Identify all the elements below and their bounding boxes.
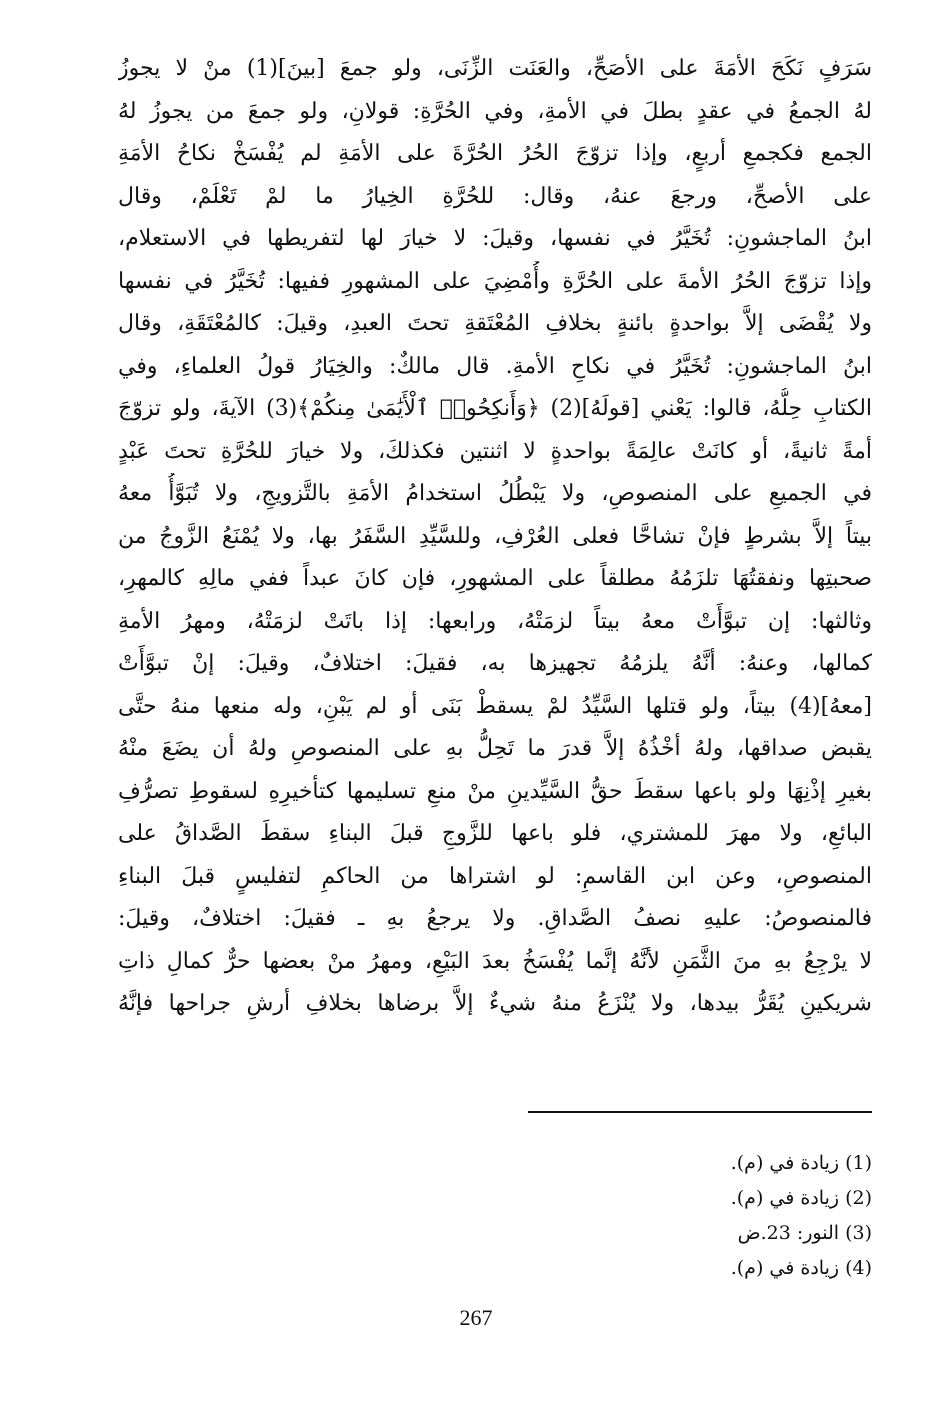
footnote-item: (2) زيادة في (م). <box>730 1187 872 1209</box>
text-line: بغيرِ إذْنِهَا ولو باعها سقطَ حقُّ السَّيِّدينِ منْ منعِ تسليمها كتأخيرِهِ لسقوطِ تصرُّفِ <box>118 778 872 804</box>
footnotes <box>472 1146 872 1286</box>
page-number: 267 <box>459 1305 493 1330</box>
text-line: على الأصحِّ، ورجعَ عنهُ، وقال: للحُرَّةِ الخِيارُ ما لمْ تَعْلَمْ، وقال <box>118 183 872 209</box>
main-text <box>118 48 872 1026</box>
text-line: يقبض صداقها، ولهُ أخْذُهُ إلاَّ قدرَ ما تَحِلُّ بهِ على المنصوصِ ولهُ أن يضَعَ منْهُ <box>118 736 872 761</box>
text-line: الكتابِ حِلُّهُ، قالوا: يَعْني [قولَهُ](2) ﴿وَأَنكِحُوا۟ ٱلْأَيَٰمَىٰ مِنكُمْ﴾(3) الآيةَ، ولو تزوّجَ <box>118 396 872 421</box>
text-line: وإذا تزوّجَ الحُرُ الأمةَ على الحُرَّةِ وأُمْضِيَ على المشهورِ ففيها: تُخَيَّرُ في نفسها <box>118 268 872 294</box>
text-line: لهُ الجمعُ في عقدٍ بطلَ في الأمةِ، وفي الحُرَّةِ: قولانِ، ولو جمعَ من يجوزُ لهُ <box>118 98 872 124</box>
text-line: صحبتِها ونفقتُهَا تلزَمُهُ مطلقاً على المشهورِ، فإن كانَ عبداً ففي مالِهِ كالمهرِ، <box>118 566 872 591</box>
footnote-item: (1) زيادة في (م). <box>730 1152 872 1174</box>
text-line: وثالثها: إن تبوَّأَتْ معهُ بيتاً لزمَتْهُ، ورابعها: إذا باتَتْ لزمَتْهُ، ومهرُ الأمةِ <box>118 608 872 634</box>
footnote-divider <box>528 1111 872 1113</box>
text-line: الجمع فكجمعِ أربعٍ، وإذا تزوّجَ الحُرُ الحُرَّةَ على الأمَةِ لم يُفْسَخْ نكاحُ الأمَةِ <box>118 141 872 166</box>
text-line: المنصوصِ، وعن ابن القاسمِ: لو اشتراها من الحاكمِ لتفليسٍ قبلَ البناءِ <box>118 863 872 889</box>
text-line: شريكينِ يُقَرُّ بيدها، ولا يُنْزَعُ منهُ شيءٌ إلاَّ برضاها بخلافِ أرشِ جراحها فإنَّهُ <box>118 991 872 1016</box>
text-line: لا يرْجِعُ بهِ منَ الثَّمَنِ لأنَّهُ إنَّما يُفْسَخُ بعدَ البَيْعِ، ومهرُ منْ بعضها حرٌّ كمالِ ذاتِ <box>118 948 872 974</box>
text-line: سَرَفٍ نَكَحَ الأمَةَ على الأصَحِّ، والعَنَت الزِّنَى، ولو جمعَ [بينَ](1) منْ لا يجوزُ <box>118 56 872 81</box>
text-line: بيتاً إلاَّ بشرطٍ فإنْ تشاحَّا فعلى العُرْفِ، وللسَّيِّدِ السَّفَرُ بها، ولا يُمْنَعُ الزَّوجُ من <box>118 523 872 549</box>
text-line: فالمنصوصُ: عليهِ نصفُ الصَّداقِ. ولا يرجعُ بهِ ـ فقيلَ: اختلافٌ، وقيلَ: <box>118 906 872 931</box>
text-line: البائعِ، ولا مهرَ للمشتري، فلو باعها للزَّوجِ قبلَ البناءِ سقطَ الصَّداقُ على <box>118 821 872 846</box>
footnote-item: (4) زيادة في (م). <box>730 1257 872 1279</box>
text-line: ولا يُقْضَى إلاَّ بواحدةٍ بائنةٍ بخلافِ المُعْتَقةِ تحتَ العبدِ، وقيلَ: كالمُعْتَقَةِ، وقال <box>118 311 872 336</box>
text-line: ابنُ الماجشونِ: تُخَيَّرُ في نفسها، وقيلَ: لا خيارَ لها لتفريطها في الاستعلام، <box>118 226 872 251</box>
text-line: أمةً ثانيةً، أو كانَتْ عالِمَةً بواحدةٍ لا اثنتين فكذلكَ، ولا خيارَ للحُرَّةِ تحتَ عَبْدٍ <box>118 438 872 464</box>
text-line: كمالها، وعنهُ: أنَّهُ يلزمُهُ تجهيزها به، فقيلَ: اختلافٌ، وقيلَ: إنْ تبوَّأَتْ <box>118 651 872 676</box>
text-line: [معهُ](4) بيتاً، ولو قتلها السَّيِّدُ لمْ يسقطْ بَنَى أو لم يَبْنِ، وله منعها منهُ حتَّى <box>118 693 872 719</box>
text-line: في الجميعِ على المنصوصِ، ولا يَبْطُلُ استخدامُ الأمَةِ بالتَّزويجِ، ولا تُبَوَّأُ معهُ <box>118 481 872 506</box>
text-line: ابنُ الماجشونِ: تُخَيَّرُ في نكاحِ الأمةِ. قال مالكٌ: والخِيَارُ قولُ العلماءِ، وفي <box>118 353 872 379</box>
footnote-item: (3) النور: 23.ض <box>737 1222 872 1244</box>
